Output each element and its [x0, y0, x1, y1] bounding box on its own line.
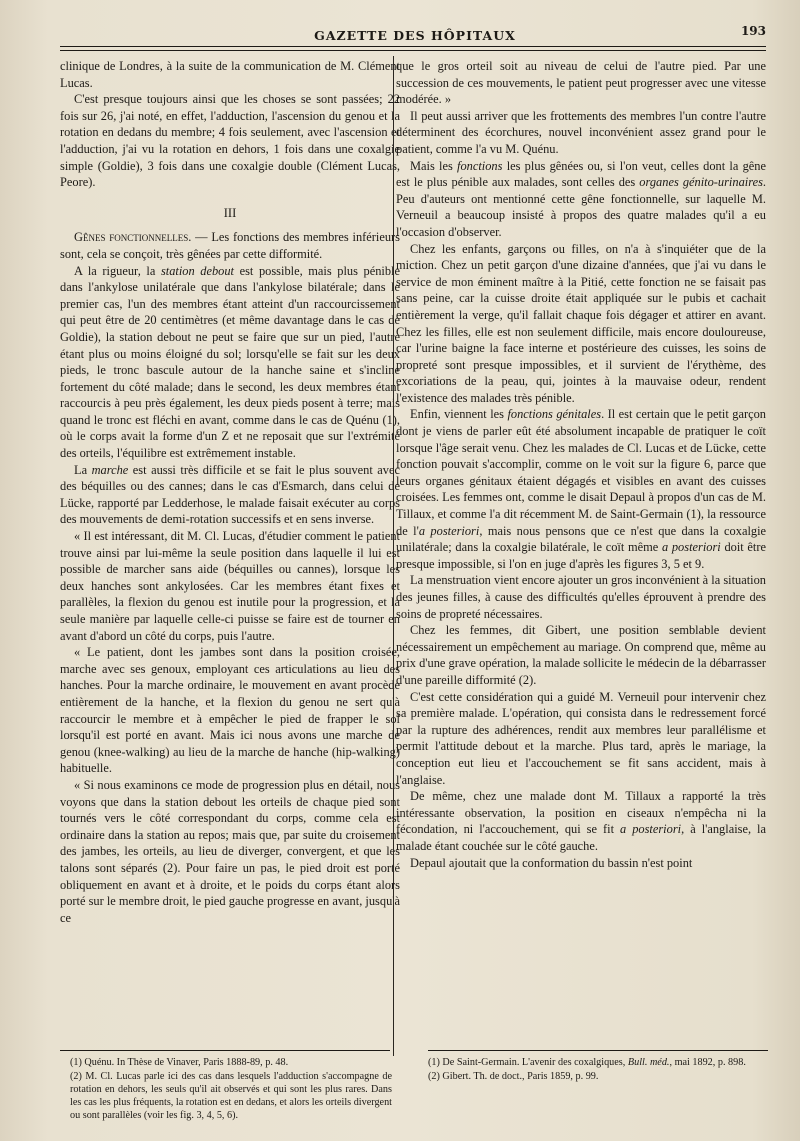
footnote: (1) Quénu. In Thèse de Vinaver, Paris 1888-89, p. 48. — [70, 1057, 289, 1068]
paragraph: C'est cette considération qui a guidé M. Verneuil pour intervenir chez sa première malade. L'opération, qui consista dans le redressement forcé par la rupture des adhérences, rendit aux membres leur parallélisme et permit l'attitude debout et la marche. Plus tard, après le mariage, la conception eut lieu et l'accouchement se fit sans accident, mais à l'anglaise. — [396, 689, 766, 787]
paragraph — [60, 462, 400, 528]
paragraph — [396, 406, 766, 572]
page-header — [60, 24, 770, 46]
paragraph-text: est aussi très difficile et se fait le plus souvent avec des béquilles ou des cannes; dans le cas d'Esmarch, dans celui de Lücke, rapporté par Ledderhose, le malade faisait exécuter au corps des mouvements de demi-rotation successifs et en sens inverse. — [60, 462, 400, 527]
section-heading: III — [223, 205, 237, 220]
footnote-text: , mai 1892, p. 898. — [669, 1057, 746, 1068]
paragraph: que le gros orteil soit au niveau de celui de l'autre pied. Par une succession de ces mouvements, le patient peut progresser avec une vitesse modérée. » — [396, 59, 766, 107]
paragraph — [60, 229, 400, 262]
column-separator — [393, 56, 394, 1056]
paragraph-text: . Peu d'auteurs ont mentionné cette gêne fonctionnelle, sur laquelle M. Verneuil a beaucoup insisté à propos des quatre malades qu'il a eu l'occasion d'observer. — [396, 175, 766, 239]
emphasis: organes génito-urinaires — [639, 175, 763, 190]
paragraph-text: Mais les — [410, 158, 458, 173]
paragraph-text: , mais nous pensons que ce n'est que dans la coxalgie unilatérale; dans la coxalgie bilatérale, le coït même — [396, 523, 767, 555]
paragraph-text: est possible, mais plus pénible dans l'ankylose unilatérale que dans l'ankylose bilatérale; dans le premier cas, l'un des membres étant atteint d'un raccourcissement qui peut être de 20 centimètres (et même davantage dans le cas de Goldie), la station debout ne peut se faire que sur un pied, l'autre étant plus ou moins éloigné du sol; lorsqu'elle se fait sur les deux pieds, le tronc bascule autour de la hanche saine et s'incline fortement du côté malade; dans le second, les deux membres étant raccourcis à peu près également, les deux pieds posent à terre; mais quand le tronc est fléchi en avant, comme dans le cas de Quénu (1), où le corps avait la forme d'un Z et ne reposait que sur l'extrémité des orteils, l'équilibre est extrêmement instable. — [60, 263, 400, 461]
paragraph: « Il est intéressant, dit M. Cl. Lucas, d'étudier comment le patient trouve ainsi par lui-même la seule position dans laquelle il lui est possible de marcher sans aide (béquilles ou cannes), lorsque les deux hanches sont ankylosées. Car les membres étant fixes et parallèles, la flexion du genou est inutile pour la progression, et la seule manière par laquelle celle-ci puisse se faire est de tourner en avant d'abord un côté du corps, puis l'autre. — [60, 529, 400, 643]
footnote-rule-right — [428, 1050, 768, 1051]
emphasis: marche — [91, 462, 129, 477]
right-column — [396, 58, 766, 871]
paragraph-text: De même, chez une malade dont M. Tillaux a rapporté la très intéressante observation, la position en ciseaux n'empêcha ni la fécondation, ni l'accouchement, qui se fit — [396, 789, 766, 837]
paragraph: « Le patient, dont les jambes sont dans la position croisée, marche avec ses genoux, employant ces articulations au lieu des hanches. Pour la marche ordinaire, le mouvement en avant procède entièrement de la hanche, et la flexion du genou ne sert qu'à raccourcir le membre et à empêcher le pied de frapper le sol lorsqu'il est porté en avant. Mais ici nous avons une marche de genou (knee-walking) au lieu de la marche de hanche (hip-walking) habituelle. — [60, 645, 400, 776]
paragraph: « Si nous examinons ce mode de progression plus en détail, nous voyons que dans la station debout les orteils de chaque pied sont tournés vers le côté correspondant du corps, comme cela est ordinaire dans la station au repos; mais que, par suite du croisement des jambes, les orteils, au lieu de diverger, convergent, et que les talons sont séparés (2). Pour faire un pas, le pied droit est porté obliquement en avant et à droite, et le poids du corps étant alors porté sur le membre droit, le pied gauche progresse en avant, jusqu'à ce — [60, 777, 400, 925]
footnote-rule-left — [60, 1050, 390, 1051]
paragraph: Il peut aussi arriver que les frottements des membres l'un contre l'autre déterminent des écorchures, nouvel inconvénient assez grand pour le patient, comme l'a vu M. Quénu. — [396, 108, 766, 156]
paragraph-text: . Il est certain que le petit garçon dont je viens de parler eût été absolument incapable de pratiquer le coït lorsque l'âge serait venu. Chez les malades de Cl. Lucas et de Lücke, cette fonction pouvait s'accomplir, comme on le voit sur la figure 6, parce que leurs organes génitaux étaient dégagés et visibles en avant des cuisses croisées. Les femmes ont, comme le disait Depaul à propos d'un cas de M. Tillaux, et comme l'a dit récemment M. de Saint-Germain (1), la ressource de l' — [396, 407, 766, 538]
header-rule-thick — [60, 46, 766, 47]
paragraph: La menstruation vient encore ajouter un gros inconvénient à la situation des jeunes filles, à cause des difficultés qu'elles éprouvent à prendre des soins de propreté nécessaires. — [396, 573, 766, 621]
paragraph-text: les plus gênées ou, si l'on veut, celles dont la gêne est le plus pénible aux malades, sont celles des — [396, 158, 766, 190]
footnote-text: (1) De Saint-Germain. L'avenir des coxalgiques, — [428, 1057, 628, 1068]
paragraph — [396, 158, 766, 241]
paragraph: clinique de Londres, à la suite de la communication de M. Clément Lucas. — [60, 59, 400, 90]
footnote — [428, 1056, 768, 1069]
paragraph-text: Enfin, viennent les — [410, 407, 508, 422]
page-number: 193 — [740, 24, 766, 38]
emphasis: Bull. méd. — [627, 1057, 670, 1068]
emphasis: fonctions génitales — [507, 407, 602, 422]
running-title: GAZETTE DES HÔPITAUX — [314, 28, 516, 43]
paragraph: Depaul ajoutait que la conformation du bassin n'est point — [410, 855, 693, 870]
paragraph-text: doit être presque impossible, si l'on en juge d'après les figures 3, 5 et 9. — [396, 540, 766, 571]
paragraph — [396, 788, 766, 854]
paragraph-text: La — [74, 462, 92, 477]
paragraph-text: A la rigueur, la — [74, 263, 161, 278]
emphasis: fonctions — [457, 158, 503, 173]
footnote: (2) Gibert. Th. de doct., Paris 1859, p. 99. — [428, 1071, 599, 1082]
run-in-heading: Gênes fonctionnelles. — [74, 230, 192, 245]
footnotes-left — [70, 1056, 392, 1123]
paragraph — [60, 263, 400, 462]
header-rule-thin — [60, 50, 766, 51]
paragraph: Chez les femmes, dit Gibert, une position semblable devient nécessairement un empêchement au mariage. On comprend que, même au prix d'une grave opération, la malade sollicite le médecin de la débarrasser d'une pareille difformité (2). — [396, 623, 766, 687]
paragraph-text: — Les fonctions des membres inférieurs sont, cela se conçoit, très gênées par cette difformité. — [60, 230, 400, 261]
footnotes-right — [428, 1056, 768, 1084]
emphasis: a posteriori — [661, 540, 721, 555]
emphasis: station debout — [160, 263, 234, 278]
paragraph: Chez les enfants, garçons ou filles, on n'a à s'inquiéter que de la miction. Chez un petit garçon d'une dizaine d'années, que j'ai vu dans le service de mon éminent maître à la Pitié, cette fonction ne se faisait pas sans peine, car la cuisse droite était appliquée sur le pubis et cachait entièrement la verge, qu'il fallait chaque fois dégager et attirer en avant. Chez les filles, elle est non seulement difficile, mais encore douloureuse, car l'urine baigne la face interne et postérieure des cuisses, les soins de propreté sont presque impossibles, et il survient de l'érythème, des excoriations de la peau, qui, jointes à la mauvaise odeur, rendent l'existence des malades très pénible. — [396, 241, 766, 405]
left-column — [60, 58, 400, 926]
footnote: (2) M. Cl. Lucas parle ici des cas dans lesquels l'adduction s'accompagne de rotation en dehors, les seuls qu'il ait observés et qui sont les plus rares. Dans les cas les plus fréquents, la rotation est en dedans, et alors les orteils divergent ou sont parallèles (voir les fig. 3, 4, 5, 6). — [70, 1071, 392, 1121]
paragraph-text: , à l'anglaise, la malade étant couchée sur le côté gauche. — [396, 822, 766, 853]
paragraph: C'est presque toujours ainsi que les choses se sont passées; 22 fois sur 26, j'ai noté, en effet, l'adduction, l'ascension du genou et la rotation en dedans du membre; 4 fois seulement, avec l'ascension et l'adduction, j'ai vu la rotation en dehors, 1 fois dans une coxalgie simple (Goldie), 3 fois dans une coxalgie double (Clément Lucas, Peore). — [60, 92, 400, 190]
emphasis: a posteriori — [620, 822, 682, 837]
emphasis: a posteriori — [418, 523, 480, 538]
